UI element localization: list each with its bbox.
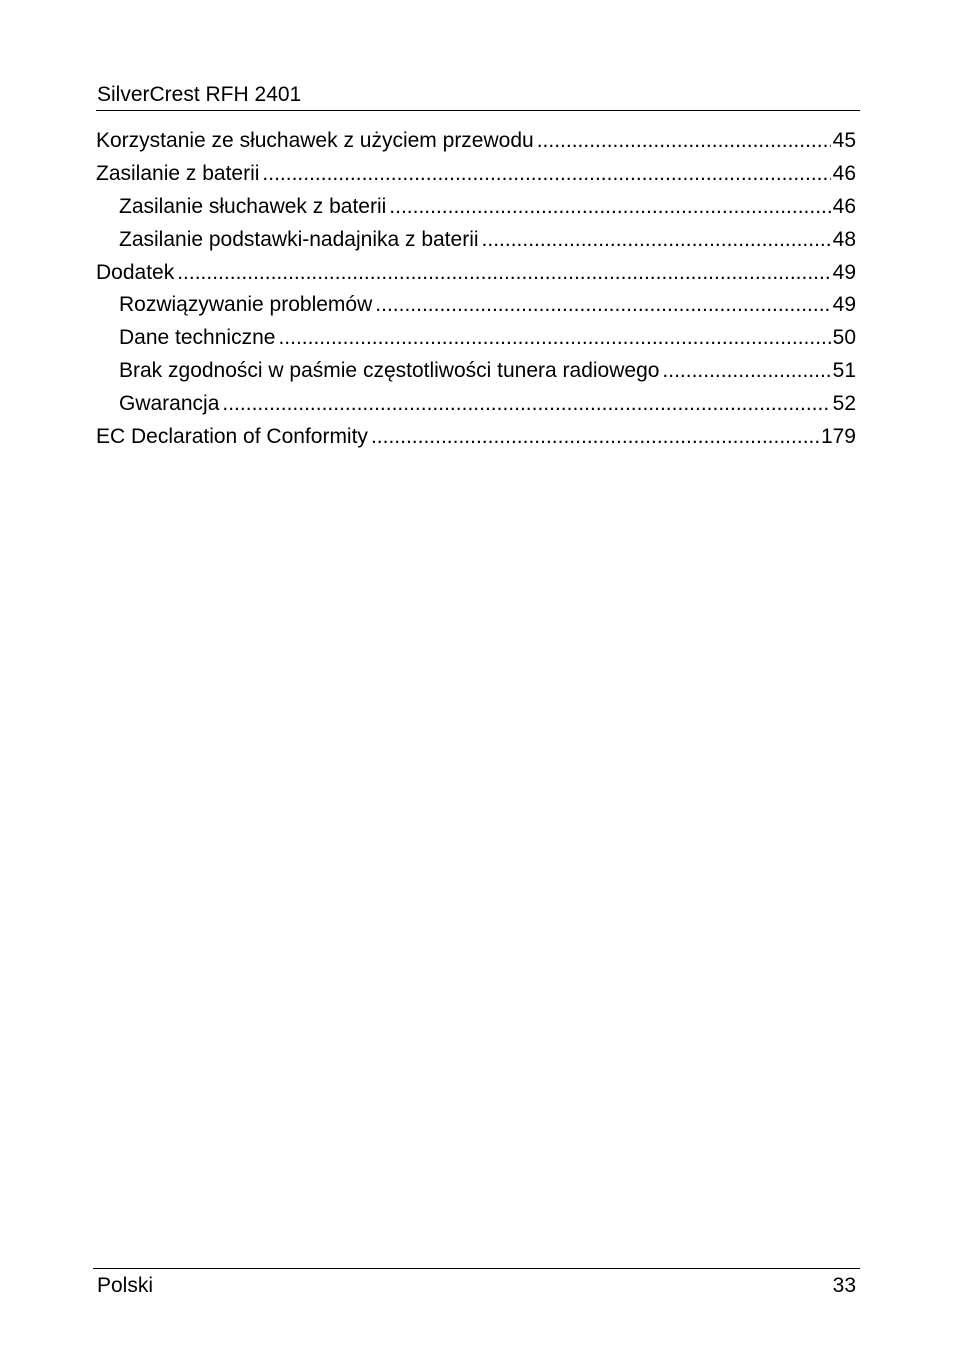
toc-entry[interactable] — [96, 289, 856, 322]
toc-dot-leader — [278, 322, 830, 355]
toc-dot-leader — [222, 388, 830, 421]
toc-entry[interactable] — [96, 388, 856, 421]
page-header — [96, 80, 860, 111]
toc-entry-page: 50 — [832, 326, 856, 350]
toc-entry-page: 51 — [832, 359, 856, 383]
toc-entry[interactable] — [96, 322, 856, 355]
toc-entry[interactable] — [96, 158, 856, 191]
toc-dot-leader — [662, 355, 830, 388]
toc-entry-page: 179 — [820, 425, 856, 449]
toc-dot-leader — [371, 421, 819, 454]
footer-language: Polski — [97, 1274, 154, 1297]
toc-entry-label: Rozwiązywanie problemów — [119, 293, 373, 317]
toc-dot-leader — [389, 191, 830, 224]
toc-entry-label: Zasilanie słuchawek z baterii — [119, 194, 387, 218]
toc-dot-leader — [537, 125, 831, 158]
toc-entry-label: EC Declaration of Conformity — [96, 425, 368, 449]
toc-entry-label: Zasilanie z baterii — [96, 161, 260, 185]
toc-entry[interactable] — [96, 191, 856, 224]
toc-entry-label: Korzystanie ze słuchawek z użyciem przewodu — [96, 129, 534, 152]
page-footer — [93, 1268, 860, 1301]
table-of-contents — [96, 125, 856, 454]
toc-entry-page: 49 — [832, 260, 856, 284]
toc-entry[interactable] — [96, 355, 856, 388]
toc-dot-leader — [262, 158, 830, 191]
toc-entry[interactable] — [96, 125, 856, 158]
toc-entry[interactable] — [96, 421, 856, 454]
toc-entry[interactable] — [96, 224, 856, 257]
toc-entry-label: Brak zgodności w paśmie częstotliwości tunera radiowego — [119, 359, 660, 383]
toc-entry-page: 45 — [832, 129, 856, 152]
toc-entry-label: Gwarancja — [119, 392, 220, 416]
footer-page-number: 33 — [832, 1274, 856, 1297]
document-title: SilverCrest RFH 2401 — [97, 83, 302, 106]
toc-entry-page: 46 — [832, 161, 856, 185]
toc-entry-label: Dodatek — [96, 260, 175, 284]
toc-entry-label: Dane techniczne — [119, 326, 276, 350]
toc-entry[interactable] — [96, 257, 856, 290]
toc-dot-leader — [482, 224, 831, 257]
toc-entry-page: 49 — [832, 293, 856, 317]
toc-entry-page: 52 — [832, 392, 856, 416]
toc-entry-label: Zasilanie podstawki-nadajnika z baterii — [119, 227, 479, 251]
toc-dot-leader — [375, 289, 830, 322]
toc-entry-page: 46 — [832, 194, 856, 218]
toc-dot-leader — [177, 257, 830, 290]
toc-entry-page: 48 — [832, 227, 856, 251]
